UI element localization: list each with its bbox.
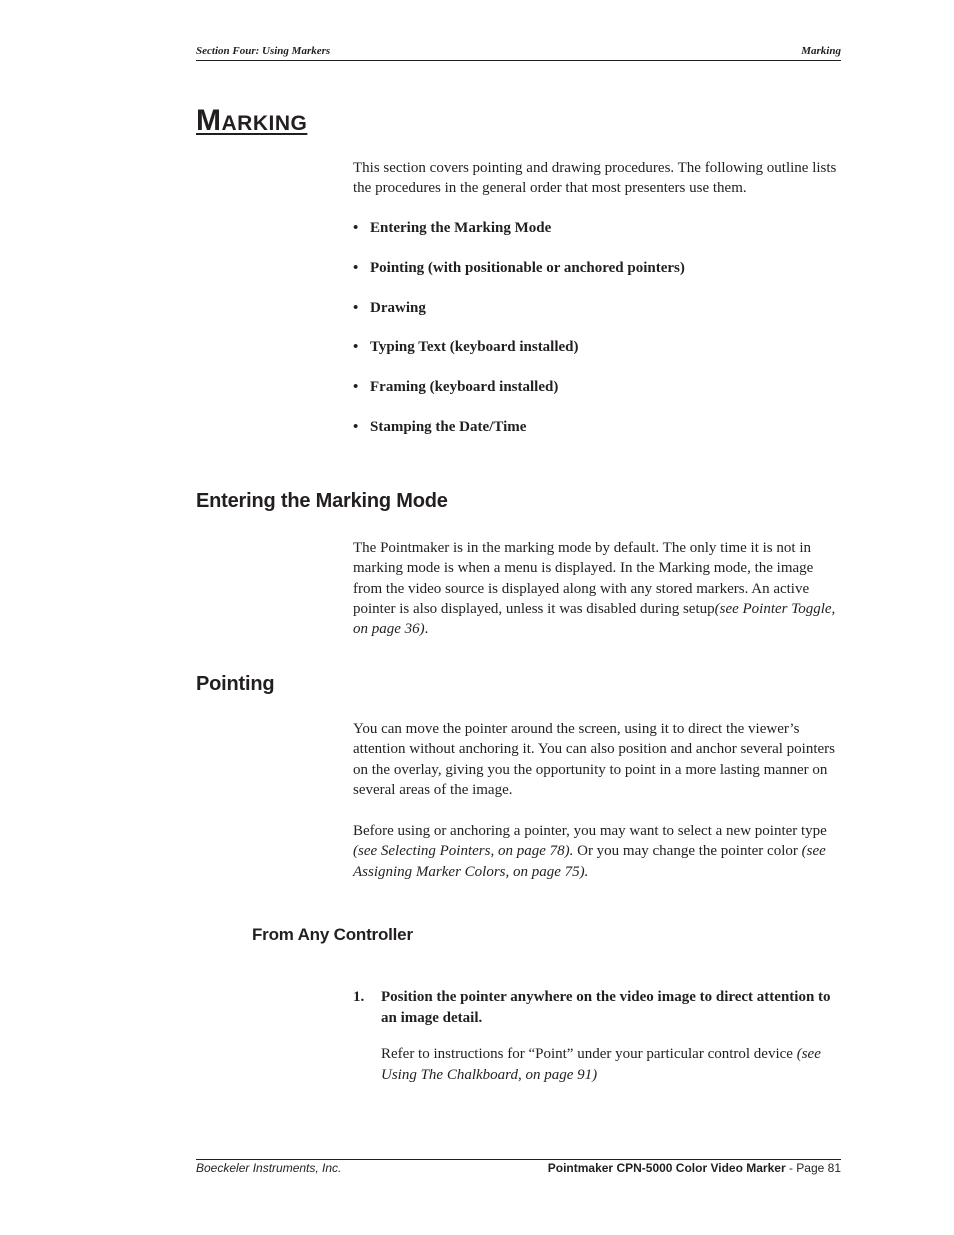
cross-reference: (see Pointer Toggle, on page 36) — [353, 600, 836, 638]
footer-product: Pointmaker CPN-5000 Color Video Marker — [547, 1161, 786, 1175]
from-any-controller-heading: From Any Controller — [252, 925, 413, 944]
running-header — [196, 45, 841, 61]
footer-product-page — [548, 1161, 841, 1175]
step-text: Position the pointer anywhere on the video image to direct attention to an image detail. — [381, 989, 831, 1026]
page-title-initial: M — [196, 104, 222, 137]
cross-reference: (see Selecting Pointers, on page 78). — [353, 843, 574, 860]
step-number: 1. — [353, 989, 365, 1005]
procedure-outline — [353, 218, 685, 457]
bullet-icon: • — [353, 379, 359, 396]
pointing-paragraph-1: You can move the pointer around the screen, using it to direct the viewer’s attention without anchoring it. You can also position and anchor several pointers on the overlay, giving you the opportunity to point in a more lasting manner on several areas of the image. — [353, 721, 835, 798]
entering-paragraph: The Pointmaker is in the marking mode by default. The only time it is not in marking mode is when a menu is displayed. In the Marking mode, the image from the video source is displayed along with any stored markers. An active pointer is also displayed, unless it was disabled during setup(see Pointer Toggle, on page 36). — [353, 540, 836, 638]
entering-heading: Entering the Marking Mode — [196, 490, 448, 512]
footer-company: Boeckeler Instruments, Inc. — [196, 1161, 342, 1175]
page-title — [196, 104, 307, 138]
pointing-paragraph-2: Before using or anchoring a pointer, you may want to select a new pointer type (see Selecting Pointers, on page 78). Or you may change the pointer color (see Assigning Marker Colors, on page 75). — [353, 823, 827, 880]
bullet-icon: • — [353, 418, 359, 435]
step-note: Refer to instructions for “Point” under your particular control device (see Using The Chalkboard, on page 91) — [381, 1046, 821, 1083]
outline-item: • Stamping the Date/Time — [353, 418, 527, 435]
bullet-icon: • — [353, 259, 359, 276]
pointing-heading: Pointing — [196, 673, 275, 695]
cross-reference: (see Assigning Marker Colors, on page 75). — [353, 843, 826, 880]
running-header-topic: Marking — [801, 45, 841, 57]
footer-page-number: - Page 81 — [785, 1161, 841, 1175]
outline-item: • Entering the Marking Mode — [353, 220, 552, 236]
outline-item: • Pointing (with positionable or anchored pointers) — [353, 259, 685, 276]
page-footer — [196, 1159, 841, 1176]
running-header-section: Section Four: Using Markers — [196, 45, 331, 57]
outline-item: • Typing Text (keyboard installed) — [353, 339, 579, 356]
cross-reference: (see Using The Chalkboard, on page 91) — [381, 1046, 821, 1083]
bullet-icon: • — [353, 299, 359, 316]
outline-item: • Framing (keyboard installed) — [353, 379, 559, 396]
bullet-icon: • — [353, 220, 359, 236]
intro-paragraph: This section covers pointing and drawing procedures. The following outline lists the procedures in the general order that most presenters use them. — [353, 160, 837, 197]
bullet-icon: • — [353, 339, 359, 356]
page-title-rest: ARKING — [221, 112, 308, 135]
outline-item: • Drawing — [353, 299, 426, 316]
